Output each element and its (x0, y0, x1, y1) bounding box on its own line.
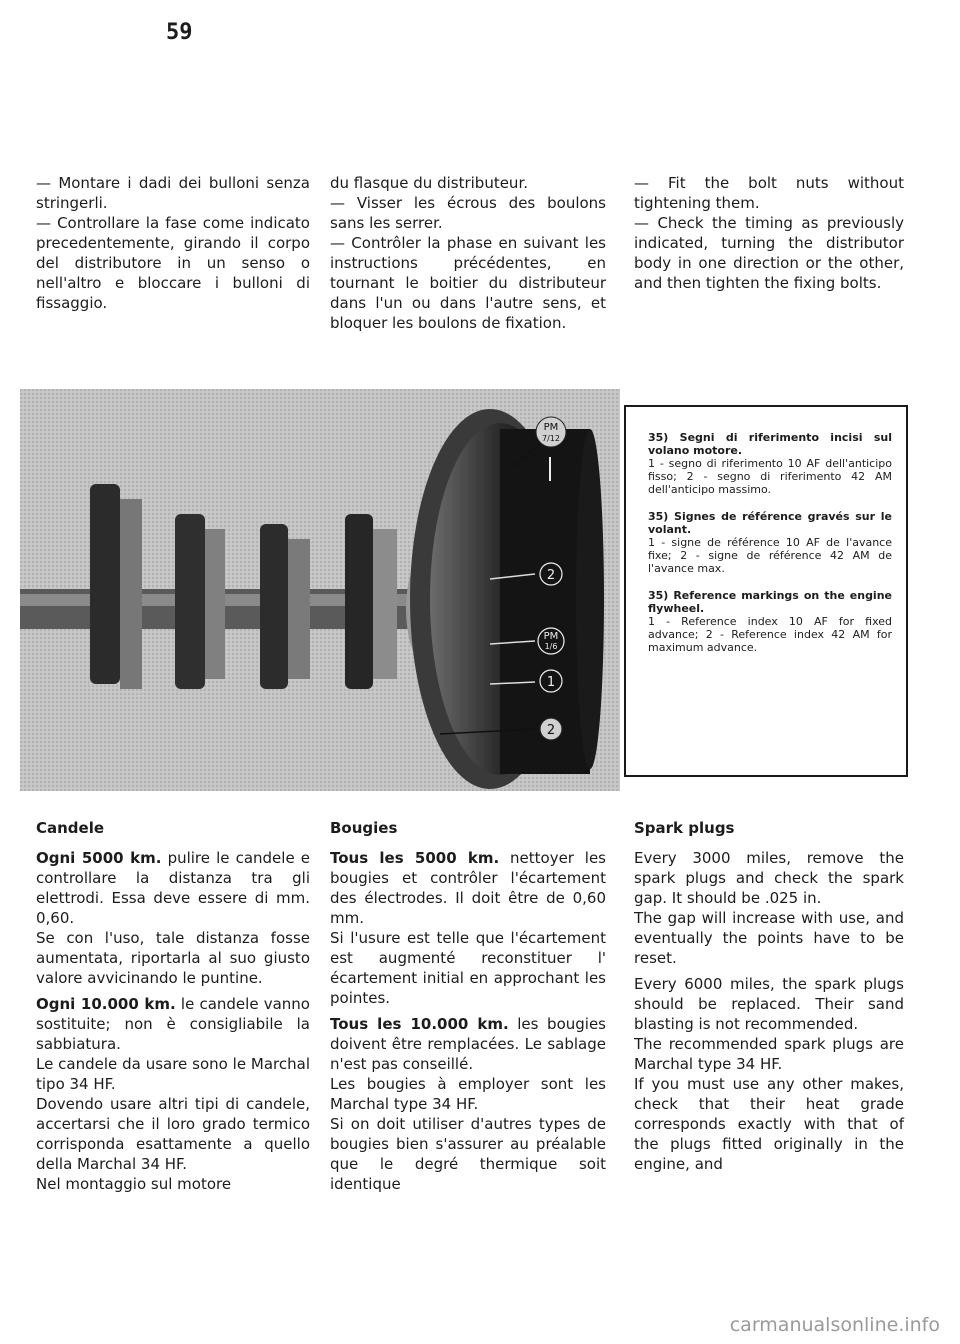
paragraph: — Controllare la fase come indicato precedentemente, girando il corpo del distributore in un senso o nell'altro e bloccare i bulloni di fissaggio. (36, 214, 310, 312)
paragraph: Tous les 10.000 km. les bougies doivent être remplacées. Le sablage n'est pas conseillé. (330, 1015, 606, 1073)
paragraph: Ogni 10.000 km. le candele vanno sostituite; non è consigliabile la sabbiatura. (36, 995, 310, 1053)
caption-body-french: 1 - signe de référence 10 AF de l'avance fixe; 2 - signe de référence 42 AM de l'avance max. (648, 536, 892, 575)
paragraph: Le candele da usare sono le Marchal tipo 34 HF. (36, 1055, 310, 1093)
caption-body-english: 1 - Reference index 10 AF for fixed advance; 2 - Reference index 42 AM for maximum advance. (648, 615, 892, 654)
label-2-lower (540, 718, 562, 740)
paragraph: — Contrôler la phase en suivant les instructions précédentes, en tournant le boitier du distributeur dans l'un ou dans l'autre sens, et bloquer les boulons de fixation. (330, 234, 606, 332)
paragraph: Nel montaggio sul motore (36, 1175, 232, 1193)
paragraph: — Visser les écrous des boulons sans les serrer. (330, 194, 606, 232)
page-number: 59 (166, 20, 193, 45)
section-heading: Spark plugs (634, 819, 735, 837)
svg-text:1: 1 (546, 675, 556, 690)
paragraph: Si l'usure est telle que l'écartement est augmenté reconstituer l' écartement initial en approchant les pointes. (330, 929, 606, 1007)
paragraph: Every 3000 miles, remove the spark plugs and check the spark gap. It should be .025 in. (634, 849, 904, 907)
paragraph: — Check the timing as previously indicated, turning the distributor body in one direction or the other, and then tighten the fixing bolts. (634, 214, 904, 292)
section-heading: Bougies (330, 819, 398, 837)
watermark: carmanualsonline.info (729, 1314, 940, 1336)
paragraph: Si on doit utiliser d'autres types de bougies bien s'assurer au préalable que le degré thermique soit identique (330, 1115, 606, 1193)
paragraph: Tous les 5000 km. nettoyer les bougies et contrôler l'écartement des électrodes. Il doit être de 0,60 mm. (330, 849, 606, 927)
bottom-text-italian (36, 818, 310, 1194)
paragraph: du flasque du distributeur. (330, 174, 528, 192)
paragraph: Every 6000 miles, the spark plugs should be replaced. Their sand blasting is not recommended. (634, 975, 904, 1033)
svg-text:1/6: 1/6 (544, 642, 558, 651)
paragraph: If you must use any other makes, check that their heat grade corresponds exactly with that of the plugs fitted originally in the engine, and (634, 1075, 904, 1173)
caption-title-italian: 35) Segni di riferimento incisi sul volano motore. (648, 431, 892, 457)
top-text-english (634, 173, 904, 293)
paragraph: Les bougies à employer sont les Marchal type 34 HF. (330, 1075, 606, 1113)
section-heading: Candele (36, 819, 105, 837)
label-pm-top (536, 417, 566, 447)
figure-caption-box (624, 405, 908, 777)
caption-title-english: 35) Reference markings on the engine flywheel. (648, 589, 892, 615)
svg-text:PM: PM (543, 422, 559, 433)
paragraph: Dovendo usare altri tipi di candele, accertarsi che il loro grado termico corrisponda esattamente a quello della Marchal 34 HF. (36, 1095, 310, 1173)
caption-body-italian: 1 - segno di riferimento 10 AF dell'anticipo fisso; 2 - segno di riferimento 42 AM dell'anticipo massimo. (648, 457, 892, 496)
svg-text:2: 2 (546, 568, 556, 583)
svg-text:7/12: 7/12 (542, 434, 560, 443)
top-text-italian (36, 173, 310, 313)
caption-title-french: 35) Signes de référence gravés sur le volant. (648, 510, 892, 536)
svg-text:2: 2 (546, 723, 556, 738)
paragraph: — Montare i dadi dei bulloni senza stringerli. (36, 174, 310, 212)
paragraph: Ogni 5000 km. pulire le candele e controllare la distanza tra gli elettrodi. Essa deve essere di mm. 0,60. (36, 849, 310, 927)
top-text-french (330, 173, 606, 333)
bottom-text-french (330, 818, 606, 1194)
paragraph: — Fit the bolt nuts without tightening them. (634, 174, 904, 212)
paragraph: The gap will increase with use, and eventually the points have to be reset. (634, 909, 904, 967)
bottom-text-english (634, 818, 904, 1174)
paragraph: Se con l'uso, tale distanza fosse aumentata, riportarla al suo giusto valore avvicinando le puntine. (36, 929, 310, 987)
flywheel-photo (20, 389, 620, 791)
svg-text:PM: PM (543, 631, 559, 642)
paragraph: The recommended spark plugs are Marchal type 34 HF. (634, 1035, 904, 1073)
